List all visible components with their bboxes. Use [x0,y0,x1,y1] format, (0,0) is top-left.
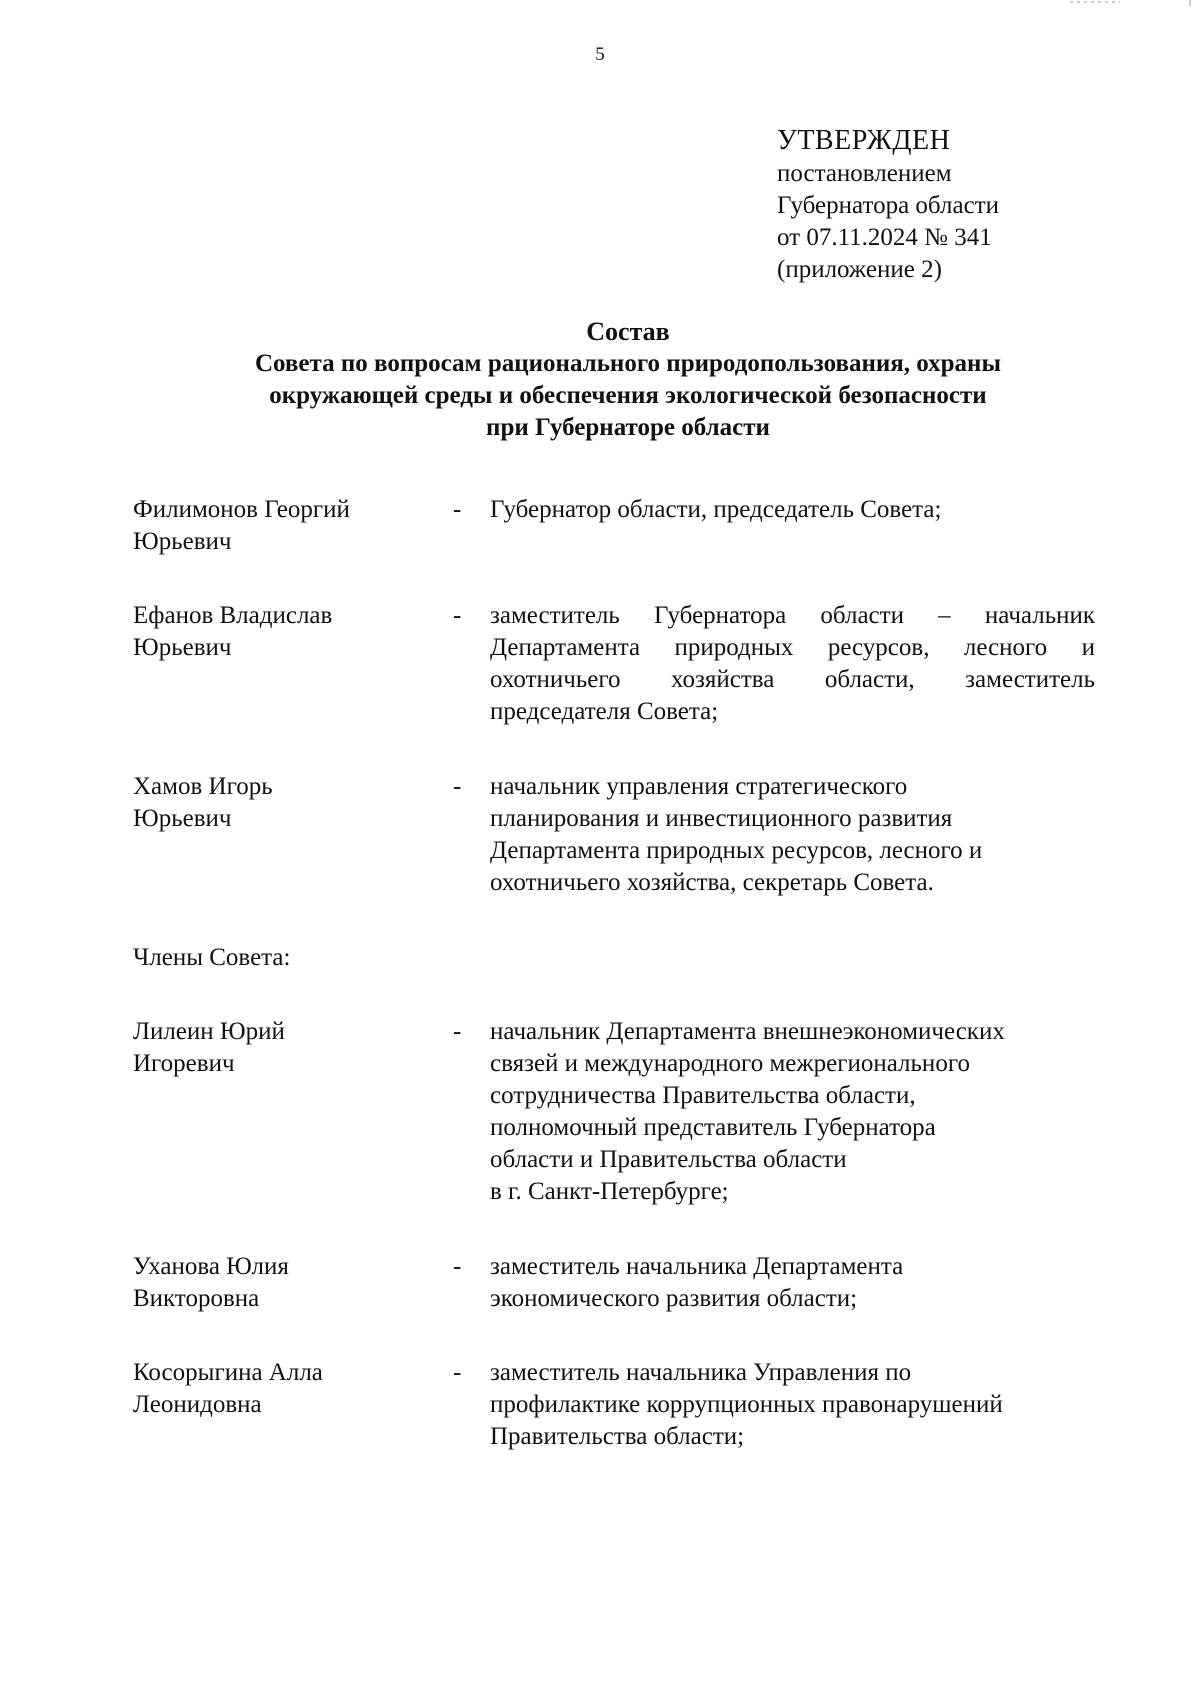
role-line: охотничьего хозяйства, секретарь Совета. [490,869,934,896]
person-role: заместитель Губернатора области – начальник Департамента природных ресурсов, лесного и охотничьего хозяйства области, заместитель председателя Совета; [490,602,1095,725]
person-name [133,600,433,664]
name-line: Юрьевич [133,634,232,661]
role-line: начальник Департамента внешнеэкономических [490,1018,1005,1045]
name-line: Ефанов Владислав [133,602,333,629]
name-line: Леонидовна [133,1391,262,1418]
name-line: Косорыгина Алла [133,1359,323,1386]
name-line: Лилеин Юрий [133,1018,285,1045]
name-line: Юрьевич [133,528,232,555]
members-label: Члены Совета: [133,944,291,971]
person-role: Губернатор области, председатель Совета; [490,496,942,523]
council-entry [133,1251,1103,1315]
entry-dash: - [453,1359,462,1386]
role-line: заместитель начальника Управления по [490,1359,912,1386]
heading-line: окружающей среды и обеспечения экологической безопасности [269,382,987,409]
approval-title: УТВЕРЖДЕН [777,125,951,156]
council-entry [133,1357,1103,1453]
name-line: Уханова Юлия [133,1253,289,1280]
approval-line: постановлением [777,160,952,187]
approval-stamp [777,124,999,286]
name-line: Юрьевич [133,805,232,832]
role-line: профилактике коррупционных правонарушений [490,1391,1003,1418]
document-heading [0,316,1200,444]
entry-dash: - [453,1253,462,1280]
scan-edge-mark [1060,0,1200,6]
entry-dash: - [453,773,462,800]
role-line: начальник управления стратегического [490,773,908,800]
council-entry [133,1016,1103,1208]
name-line: Викторовна [133,1285,260,1312]
heading-line: Совета по вопросам рационального природопользования, охраны [255,350,1001,377]
person-name [133,771,433,835]
heading-title: Состав [586,317,670,346]
role-line: в г. Санкт-Петербурге; [490,1178,729,1205]
name-line: Филимонов Георгий [133,496,350,523]
role-line: сотрудничества Правительства области, [490,1082,916,1109]
person-role [490,771,1095,899]
approval-line: Губернатора области [777,192,999,219]
entry-dash: - [453,1018,462,1045]
role-line: заместитель начальника Департамента [490,1253,904,1280]
approval-line: от 07.11.2024 № 341 [777,224,992,251]
entry-dash: - [453,602,462,629]
entry-dash: - [453,496,462,523]
person-role [490,1357,1095,1453]
name-line: Хамов Игорь [133,773,273,800]
council-entry [133,771,1103,899]
approval-line: (приложение 2) [777,256,942,283]
person-name [133,494,433,558]
person-role [490,1251,1095,1315]
role-line: полномочный представитель Губернатора [490,1114,936,1141]
role-line: связей и международного межрегионального [490,1050,970,1077]
role-line: планирования и инвестиционного развития [490,805,953,832]
role-line: экономического развития области; [490,1285,858,1312]
heading-line: при Губернаторе области [486,414,770,441]
role-line: Правительства области; [490,1423,745,1450]
page-number: 5 [595,44,605,65]
person-name [133,1251,433,1315]
person-name [133,1016,433,1080]
council-entry [133,494,1103,558]
person-role [490,1016,1095,1208]
council-entry [133,600,1103,728]
name-line: Игоревич [133,1050,235,1077]
role-line: Департамента природных ресурсов, лесного и [490,837,983,864]
role-line: области и Правительства области [490,1146,847,1173]
person-name [133,1357,433,1421]
